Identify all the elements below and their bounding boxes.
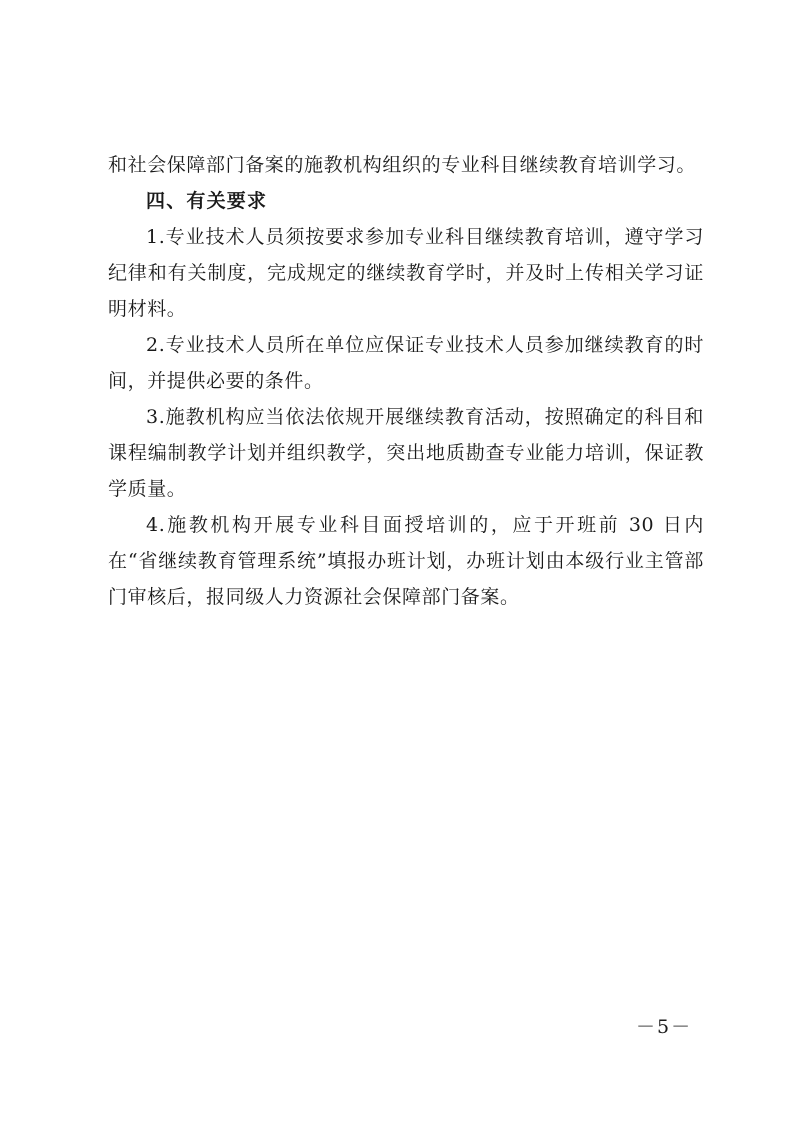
requirement-item-1: 1.专业技术人员须按要求参加专业科目继续教育培训，遵守学习纪律和有关制度，完成规定的继续教育学时，并及时上传相关学习证明材料。 [108, 226, 704, 320]
continuation-paragraph: 和社会保障部门备案的施教机构组织的专业科目继续教育培训学习。 [108, 154, 697, 176]
requirement-item-2: 2.专业技术人员所在单位应保证专业技术人员参加继续教育的时间，并提供必要的条件。 [108, 334, 704, 392]
requirement-item-4: 4.施教机构开展专业科目面授培训的，应于开班前 30 日内在“省继续教育管理系统”填报办班计划，办班计划由本级行业主管部门审核后，报同级人力资源社会保障部门备案。 [108, 514, 704, 608]
requirement-item-3: 3.施教机构应当依法依规开展继续教育活动，按照确定的科目和课程编制教学计划并组织教学，突出地质勘查专业能力培训，保证教学质量。 [108, 406, 704, 500]
section-heading: 四、有关要求 [146, 190, 268, 212]
body-text [108, 147, 704, 615]
page-number: －5－ [636, 1016, 693, 1038]
